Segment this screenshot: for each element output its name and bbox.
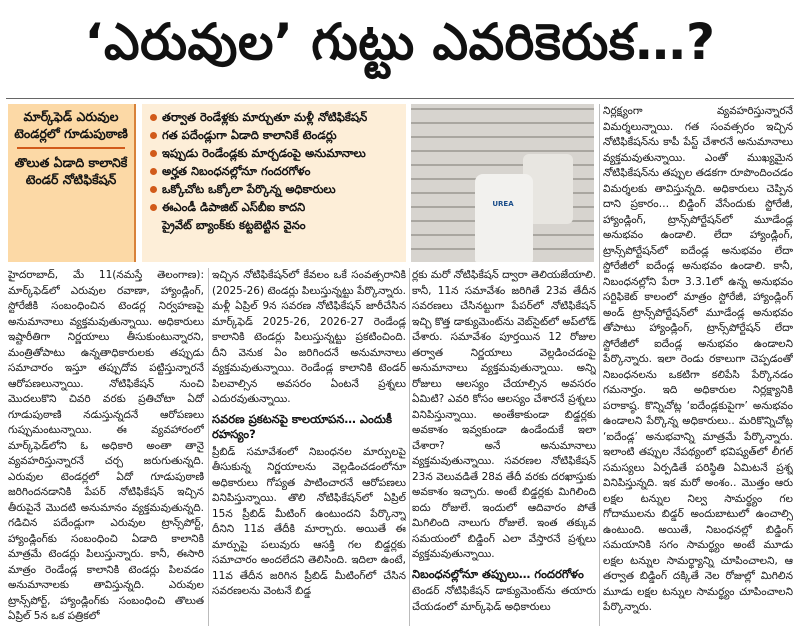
bag <box>475 174 533 262</box>
bag-label: UREA <box>492 200 514 208</box>
headline-rule <box>6 98 794 99</box>
paragraph: ర్లకు మరో నోటిఫికేషన్ ద్వారా తెలియజేయాలి. కానీ, 11న సమావేశం జరిగితే 23వ తేదీన సవరణలు చేసినట్టుగా పేపర్‌లో నోటిఫికేషన్ ఇచ్చి కొత్త డాక్యుమెంట్‌ను వెబ్‌సైట్‌లో అప్‌లోడ్ చేశారు. సమావేశం పూర్తయిన 12 రోజుల తర్వాత నిర్ణయాలు వెల్లడించడంపై అనుమానాలు వ్యక్తమవుతున్నాయి. అన్ని రోజులు ఆలస్యం చేయాల్సిన అవసరం ఏమిటి? ఎవరి కోసం ఆలస్యం చేశారనే ప్రశ్నలు వినిపిస్తున్నాయి. అంతేకాకుండా బిడ్డర్లకు అవకాశం ఇవ్వకుండా ఉండేందుకే ఇలా చేశారా? అనే అనుమానాలు వ్యక్తమవుతున్నాయి. సవరణల నోటిఫికేషన్ 23న వెలువడితే 28వ తేదీ వరకు దరఖాస్తుకు అవకాశం ఇచ్చారు. అంటే బిడ్డర్లకు మిగిలింది ఐదు రోజులే. ఇందులో ఆదివారం పోతే మిగిలింది నాలుగు రోజులే. ఇంత తక్కువ సమయంలో బిడ్డింగ్ ఎలా వేస్తారనే ప్రశ్నలు వ్యక్తమవుతున్నాయి. <box>412 269 596 560</box>
paragraph: ప్రీబిడ్ సమావేశంలో నిబంధనల మార్పులపై తీసుకున్న నిర్ణయాలను వెల్లడించడంలోనూ అధికారులు గోప్యత పాటించారనే ఆరోపణలు వినిపిస్తున్నాయి. తొలి నోటిఫికేషన్‌లో ఏప్రిల్ 15న ప్రీబిడ్ మీటింగ్ ఉంటుందని పేర్కొన్నా దీనిని 11వ తేదీకి మార్చారు. అయితే ఈ మార్పుపై పలువురు ఆసక్తి గల బిడ్డర్లకు సమాచారం అందలేదని తెలిసింది. ఇదిలా ఉంటే, 11వ తేదీన జరిగిన ప్రీబిడ్ మీటింగ్‌లో చేసిన సవరణలను వెంటనే బిడ్డ <box>212 445 406 597</box>
paragraph: నిర్లక్ష్యంగా వ్యవహరిస్తున్నారనే విమర్శలున్నాయి. గత సంవత్సరం ఇచ్చిన నోటిఫికేషన్‌ను కాపీ పేస్ట్ చేశారనే అనుమానాలు వ్యక్తమవుతున్నాయి. ఎంతో ముఖ్యమైన నోటిఫికేషన్‌ను తప్పుల తడకగా రూపొందించడం విమర్శలకు తావిస్తున్నది. అధికారులు చెప్పిన దాని ప్రకారం… బిడ్డింగ్ వేసేందుకు స్టోరేజీ, హ్యాండ్లింగ్, ట్రాన్స్‌పోర్టేషన్‌లో మూడేండ్ల అనుభవం ఉండాలి. లేదా హ్యాండ్లింగ్, ట్రాన్స్‌పోర్టేషన్‌లో ఐదేండ్ల అనుభవం లేదా స్టోరేజీలో ఐదేండ్ల అనుభవం ఉండాలి. కానీ, నిబంధనల్లోని పేరా 3.3.1లో ఉన్న అనుభవం సర్టిఫికెట్ కాలంలో మాత్రం స్టోరేజీ, హ్యాండ్లింగ్ అండ్ ట్రాన్స్‌పోర్టేషన్‌లో మూడేండ్ల అనుభవం తోపాటు హ్యాండ్లింగ్, ట్రాన్స్‌పోర్టేషన్ లేదా స్టోరేజీలో ఐదేండ్ల అనుభవం ఉండాలని పేర్కొన్నారు. ఇలా రెండు రకాలుగా చెప్పడంతో నిబంధనలను ఒకటిగా కలిపేసి పేర్కొనడం గమనార్హం. ఇది అధికారుల నిర్లక్ష్యానికి పరాకాష్ఠ. కొన్నిచోట్ల ‘ఐదేండ్లకుపైగా’ అనుభవం ఉండాలని పేర్కొన్న అధికారులు.. మరికొన్నిచోట్ల ‘ఐదేండ్ల’ అనుభవాన్ని మాత్రమే పేర్కొన్నారు. ఇలాంటి తప్పుల నేపథ్యంలో భవిష్యత్‌లో లీగల్ సమస్యలు ఏర్పడితే పరిస్థితి ఏమిటనే ప్రశ్న వినిపిస్తున్నది. ఇక మరో అంశం.. మొత్తం ఆరు లక్షల టన్నుల నిల్వ సామర్థ్యం గల గోదాములను బిడ్డర్ అందుబాటులో ఉంచాల్సి ఉంటుంది. అయితే, నిబంధనల్లో బిడ్డింగ్ సమయానికి సగం సామర్థ్యం అంటే మూడు లక్షల టన్నుల సామర్థ్యాన్ని చూపించాలని, ఆ తర్వాత బిడ్డింగ్ దక్కితే నెల రోజుల్లో మిగిలిన మూడు లక్షల టన్నుల సామర్థ్యం చూపించాలని పేర్కొన్నారు. <box>603 105 793 613</box>
highlight-item: ఇప్పుడు రెండేండ్లకు మార్చడంపై అనుమానాలు <box>148 144 400 162</box>
highlight-item: తర్వాత రెండేళ్లకు మార్చుతూ మళ్లీ నోటిఫికేషన్ <box>148 108 400 126</box>
article-column-4 <box>603 104 793 626</box>
fertilizer-bags-photo <box>411 104 594 262</box>
subheading: సవరణ ప్రకటనపై కాలయాపన… ఎందుకీ రహస్యం? <box>212 411 392 441</box>
highlight-item: ఒక్కోచోట ఒక్కోలా పేర్కొన్న అధికారులు <box>148 180 400 198</box>
side-question-divider <box>17 147 125 149</box>
highlight-item: ఈఎండీ డిపాజిట్ ఎస్‌బీఐ కాదని <box>148 198 400 216</box>
side-question: మార్క్‌ఫెడ్ ఎరువుల టెండర్లలో గూడుపుఠాణి <box>14 109 128 141</box>
column-divider <box>599 104 600 626</box>
side-question: తొలుత ఏడాది కాలానికే టెండర్ నోటిఫికేషన్ <box>14 155 128 187</box>
article-column-1 <box>8 268 204 626</box>
side-question-panel <box>8 104 136 262</box>
headline: ‘ఎరువుల’ గుట్టు ఎవరికెరుక…? <box>84 12 716 71</box>
highlights-box <box>142 104 406 262</box>
column-divider <box>409 268 410 626</box>
article-column-3 <box>412 268 596 626</box>
subheading: నిబంధనల్లోనూ తప్పులు… గందరగోళం <box>412 566 584 581</box>
paragraph: టెండర్ నోటిఫికేషన్ డాక్యుమెంట్‌ను తయారు చేయడంలో మార్క్‌ఫెడ్ అధికారులు <box>412 585 596 613</box>
paragraph: ఇచ్చిన నోటిఫికేషన్‌లో కేవలం ఒకే సంవత్సరానికి (2025-26) టెండర్లు పిలుస్తున్నట్టు పేర్కొన్నారు. మళ్లీ ఏప్రిల్ 9న సవరణ నోటిఫికేషన్ జారీచేసిన మార్క్‌ఫెడ్ 2025-26, 2026-27 రెండేండ్ల కాలానికి టెండర్లు పిలుస్తున్నట్టు ప్రకటించింది. దీని వెనుక ఏం జరిగిందనే అనుమానాలు వ్యక్తమవుతున్నాయి. రెండేండ్ల కాలానికి టెండర్ పిలవాల్సిన అవసరం ఏంటనే ప్రశ్నలు ఎదురవుతున్నాయి. <box>212 269 406 405</box>
highlight-item: అర్హత నిబంధనల్లోనూ గందరగోళం <box>148 162 400 180</box>
article-column-2 <box>212 268 406 626</box>
highlight-item-continuation: ప్రైవేట్ బ్యాంక్‌కు కట్టబెట్టిన వైనం <box>162 218 306 232</box>
paragraph: హైదరాబాద్, మే 11(నమస్తే తెలంగాణ): మార్క్‌ఫెడ్‌లో ఎరువుల రవాణా, హ్యాండ్లింగ్, స్టోరేజీకి సంబంధించిన టెండర్ల నిర్వహణపై అనుమానాలు వ్యక్తమవుతున్నాయి. అధికారులు ఇష్టారీతిగా నిర్ణయాలు తీసుకుంటున్నారని, మంత్రితోపాటు ఉన్నతాధికారులకు తప్పుడు సమాచారం ఇస్తూ తప్పుదోవ పట్టిస్తున్నారనే ఆరోపణలున్నాయి. నోటిఫికేషన్ నుంచి మొదలుకొని చివరి వరకు ప్రతిచోటా ఏదో గూడుపుఠాణి నడుస్తున్నదనే ఆరోపణలు గుప్పుమంటున్నాయి. ఈ వ్యవహారంలో మార్క్‌ఫెడ్‌లోని ఓ అధికారి అంతా తానై వ్యవహరిస్తున్నారనే చర్చ జరుగుతున్నది. ఎరువుల టెండర్లలో ఏదో గూడుపుఠాణి జరిగిందనడానికి పేపర్ నోటిఫికేషన్ ఇచ్చిన తీరుపైనే మొదటి అనుమానం వ్యక్తమవుతున్నది. గడిచిన పదేండ్లుగా ఎరువుల ట్రాన్స్‌పోర్ట్, హ్యాండ్లింగ్‌కు సంబంధించి ఏడాది కాలానికి మాత్రమే టెండర్లు పిలుస్తున్నారు. కానీ, ఈసారి మాత్రం రెండేండ్ల కాలానికి టెండర్లు పిలవడం అనుమానాలకు తావిస్తున్నది. ఎరువుల ట్రాన్స్‌పోర్ట్, హ్యాండ్లింగ్‌కు సంబంధించి తొలుత ఏప్రిల్ 5న ఒక పత్రికలో <box>8 269 204 622</box>
column-divider <box>208 268 209 626</box>
highlight-item: గత పదేండ్లుగా ఏడాది కాలానికే టెండర్లు <box>148 126 400 144</box>
